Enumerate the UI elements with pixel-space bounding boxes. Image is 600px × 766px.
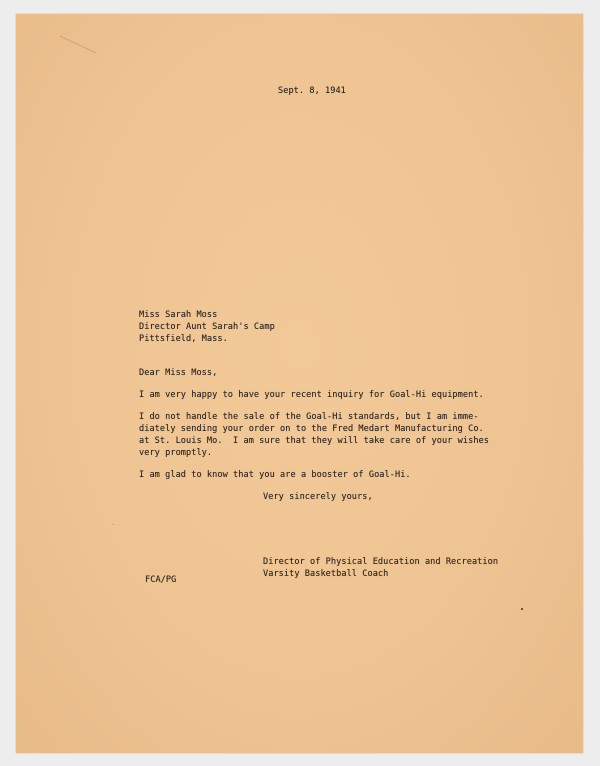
paper-crease	[60, 36, 97, 54]
closing: Very sincerely yours,	[263, 492, 373, 502]
paragraph-3: I am glad to know that you are a booster of Goal-Hi.	[139, 470, 411, 480]
paragraph-2-line: diately sending your order on to the Fred Medart Manufacturing Co.	[139, 424, 484, 434]
paragraph-1: I am very happy to have your recent inquiry for Goal-Hi equipment.	[139, 390, 484, 400]
signature-title-1: Director of Physical Education and Recreation	[263, 557, 499, 567]
letter-date: Sept. 8, 1941	[278, 86, 346, 96]
recipient-city: Pittsfield, Mass.	[139, 334, 228, 344]
signature-title-2: Varsity Basketball Coach	[263, 569, 389, 579]
recipient-title: Director Aunt Sarah's Camp	[139, 322, 275, 332]
paragraph-2-line: very promptly.	[139, 448, 213, 458]
recipient-name: Miss Sarah Moss	[139, 310, 218, 320]
paragraph-2-line: at St. Louis Mo. I am sure that they will take care of your wishes	[139, 436, 489, 446]
paragraph-2-line: I do not handle the sale of the Goal-Hi standards, but I am imme-	[139, 412, 479, 422]
letter-page	[16, 14, 583, 753]
typist-initials: FCA/PG	[145, 575, 177, 585]
ink-speck	[521, 608, 523, 610]
salutation: Dear Miss Moss,	[139, 368, 218, 378]
ink-speck	[113, 524, 114, 525]
